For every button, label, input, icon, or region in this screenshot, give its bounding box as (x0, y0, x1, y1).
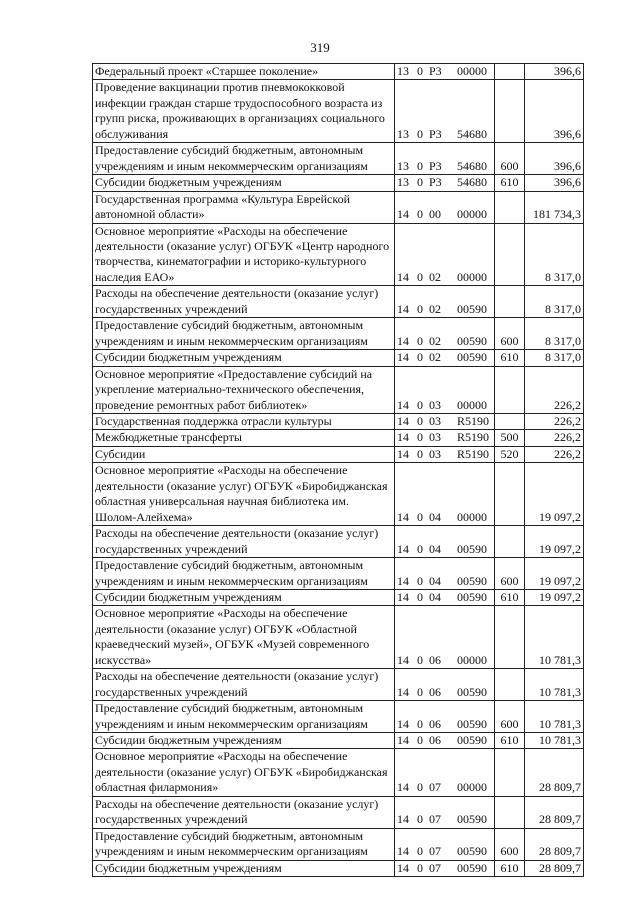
row-code-cell (395, 701, 495, 733)
code-part: 0 (417, 64, 423, 78)
table-row (93, 80, 584, 143)
budget-table-body (93, 64, 584, 877)
row-vr-cell: 610 (495, 175, 525, 191)
code-part: 07 (429, 812, 441, 827)
row-code-cell (395, 589, 495, 605)
code-part: 0 (417, 684, 423, 699)
row-vr-cell (495, 80, 525, 143)
row-name-cell: Расходы на обеспечение деятельности (оказание услуг) государственных учреждений (93, 526, 395, 558)
row-sum-cell: 226,2 (525, 413, 584, 429)
code-part: 00000 (457, 207, 487, 222)
code-part: 14 (397, 541, 409, 556)
code-part: 54680 (457, 175, 487, 190)
row-sum-cell: 226,2 (525, 446, 584, 462)
code-part: 14 (397, 413, 409, 428)
code-part: 0 (417, 446, 423, 461)
row-vr-cell (495, 526, 525, 558)
code-part: 00590 (457, 812, 487, 827)
row-sum-cell: 10 781,3 (525, 606, 584, 669)
code-part: 0 (417, 269, 423, 284)
code-part: 00590 (457, 350, 487, 365)
code-part: 14 (397, 652, 409, 667)
table-row (93, 669, 584, 701)
code-part: 14 (397, 269, 409, 284)
code-part: 0 (417, 333, 423, 348)
code-part: 03 (429, 446, 441, 461)
code-part: 06 (429, 652, 441, 667)
code-part: P3 (429, 126, 442, 141)
row-code-cell (395, 828, 495, 860)
row-vr-cell: 600 (495, 558, 525, 590)
row-sum-cell: 28 809,7 (525, 749, 584, 796)
code-part: 14 (397, 430, 409, 445)
row-name-cell: Федеральный проект «Старшее поколение» (93, 64, 395, 80)
table-row (93, 175, 584, 191)
row-sum-cell: 8 317,0 (525, 223, 584, 286)
row-code-cell (395, 558, 495, 590)
code-part: 04 (429, 589, 441, 604)
code-part: P3 (429, 175, 442, 190)
code-part: 03 (429, 430, 441, 445)
code-part: 00590 (457, 589, 487, 604)
code-part: 03 (429, 397, 441, 412)
row-code-cell (395, 64, 495, 80)
row-name-cell: Предоставление субсидий бюджетным, автономным учреждениям и иным некоммерческим организациям (93, 558, 395, 590)
row-name-cell: Межбюджетные трансферты (93, 430, 395, 446)
row-sum-cell: 226,2 (525, 366, 584, 413)
row-code-cell (395, 860, 495, 876)
row-name-cell: Основное мероприятие «Предоставление субсидий на укрепление материально-технического обеспечения, проведение ремонтных работ библиотек» (93, 366, 395, 413)
row-name-cell: Основное мероприятие «Расходы на обеспечение деятельности (оказание услуг) ОГБУК «Центр народного творчества, кинематографии и историко-культурного наследия ЕАО» (93, 223, 395, 286)
table-row (93, 733, 584, 749)
code-part: 0 (417, 301, 423, 316)
row-name-cell: Основное мероприятие «Расходы на обеспечение деятельности (оказание услуг) ОГБУК «Биробиджанская областная универсальная научная библиотека им. Шолом-Алейхема» (93, 463, 395, 526)
page-number: 319 (310, 40, 330, 55)
row-vr-cell: 610 (495, 860, 525, 876)
code-part: 00590 (457, 733, 487, 748)
row-sum-cell: 19 097,2 (525, 526, 584, 558)
table-row (93, 749, 584, 796)
row-vr-cell (495, 413, 525, 429)
code-part: 0 (417, 589, 423, 604)
row-name-cell: Предоставление субсидий бюджетным, автономным учреждениям и иным некоммерческим организациям (93, 828, 395, 860)
code-part: P3 (429, 158, 442, 173)
row-name-cell: Основное мероприятие «Расходы на обеспечение деятельности (оказание услуг) ОГБУК «Областной краеведческий музей», ОГБУК «Музей современного искусства» (93, 606, 395, 669)
row-code-cell (395, 366, 495, 413)
budget-table (92, 63, 584, 877)
code-part: 04 (429, 541, 441, 556)
row-vr-cell: 610 (495, 733, 525, 749)
table-row (93, 350, 584, 366)
code-part: 0 (417, 413, 423, 428)
row-sum-cell: 8 317,0 (525, 318, 584, 350)
row-vr-cell: 600 (495, 828, 525, 860)
row-sum-cell: 8 317,0 (525, 350, 584, 366)
code-part: 02 (429, 333, 441, 348)
row-code-cell (395, 749, 495, 796)
row-vr-cell: 600 (495, 143, 525, 175)
table-row (93, 796, 584, 828)
code-part: 00000 (457, 780, 487, 795)
code-part: 13 (397, 158, 409, 173)
code-part: 0 (417, 158, 423, 173)
row-sum-cell: 396,6 (525, 64, 584, 80)
code-part: 00590 (457, 844, 487, 859)
table-row (93, 860, 584, 876)
row-code-cell (395, 796, 495, 828)
row-vr-cell (495, 669, 525, 701)
row-code-cell (395, 175, 495, 191)
code-part: 00590 (457, 716, 487, 731)
code-part: 14 (397, 716, 409, 731)
code-part: 14 (397, 333, 409, 348)
table-row (93, 701, 584, 733)
code-part: R5190 (457, 446, 490, 461)
row-vr-cell (495, 64, 525, 80)
code-part: 07 (429, 844, 441, 859)
row-name-cell: Государственная поддержка отрасли культуры (93, 413, 395, 429)
code-part: 14 (397, 301, 409, 316)
code-part: 14 (397, 844, 409, 859)
row-code-cell (395, 413, 495, 429)
row-sum-cell: 19 097,2 (525, 463, 584, 526)
table-row (93, 526, 584, 558)
row-code-cell (395, 318, 495, 350)
code-part: 13 (397, 64, 409, 78)
row-code-cell (395, 430, 495, 446)
code-part: 14 (397, 812, 409, 827)
row-sum-cell: 19 097,2 (525, 589, 584, 605)
code-part: 0 (417, 844, 423, 859)
table-row (93, 286, 584, 318)
code-part: 06 (429, 733, 441, 748)
row-vr-cell: 610 (495, 589, 525, 605)
row-name-cell: Предоставление субсидий бюджетным, автономным учреждениям и иным некоммерческим организациям (93, 701, 395, 733)
row-code-cell (395, 191, 495, 223)
code-part: 00 (429, 207, 441, 222)
table-row (93, 589, 584, 605)
code-part: 00000 (457, 652, 487, 667)
table-row (93, 413, 584, 429)
table-row (93, 366, 584, 413)
code-part: 02 (429, 350, 441, 365)
table-row (93, 223, 584, 286)
code-part: 0 (417, 812, 423, 827)
code-part: 07 (429, 780, 441, 795)
row-sum-cell: 28 809,7 (525, 796, 584, 828)
row-code-cell (395, 463, 495, 526)
code-part: 0 (417, 207, 423, 222)
code-part: 0 (417, 716, 423, 731)
row-vr-cell (495, 606, 525, 669)
row-code-cell (395, 669, 495, 701)
code-part: 03 (429, 413, 441, 428)
code-part: 00000 (457, 397, 487, 412)
row-sum-cell: 396,6 (525, 143, 584, 175)
code-part: 0 (417, 350, 423, 365)
table-row (93, 828, 584, 860)
table-row (93, 463, 584, 526)
code-part: 0 (417, 175, 423, 190)
row-sum-cell: 8 317,0 (525, 286, 584, 318)
code-part: 0 (417, 573, 423, 588)
row-name-cell: Расходы на обеспечение деятельности (оказание услуг) государственных учреждений (93, 796, 395, 828)
code-part: 0 (417, 780, 423, 795)
code-part: 14 (397, 589, 409, 604)
code-part: 00590 (457, 573, 487, 588)
row-code-cell (395, 606, 495, 669)
code-part: 04 (429, 509, 441, 524)
code-part: 14 (397, 509, 409, 524)
row-vr-cell: 600 (495, 701, 525, 733)
code-part: 00590 (457, 684, 487, 699)
table-row (93, 446, 584, 462)
code-part: 14 (397, 860, 409, 875)
table-row (93, 606, 584, 669)
code-part: 0 (417, 509, 423, 524)
row-sum-cell: 10 781,3 (525, 701, 584, 733)
code-part: 00000 (457, 269, 487, 284)
row-name-cell: Субсидии бюджетным учреждениям (93, 733, 395, 749)
row-sum-cell: 28 809,7 (525, 828, 584, 860)
code-part: 06 (429, 716, 441, 731)
row-code-cell (395, 223, 495, 286)
row-sum-cell: 181 734,3 (525, 191, 584, 223)
row-name-cell: Государственная программа «Культура Еврейской автономной области» (93, 191, 395, 223)
code-part: 0 (417, 430, 423, 445)
code-part: 13 (397, 175, 409, 190)
code-part: 0 (417, 860, 423, 875)
row-vr-cell (495, 223, 525, 286)
row-sum-cell: 396,6 (525, 175, 584, 191)
row-name-cell: Основное мероприятие «Расходы на обеспечение деятельности (оказание услуг) ОГБУК «Биробиджанская областная филармония» (93, 749, 395, 796)
code-part: P3 (429, 64, 442, 78)
row-vr-cell (495, 463, 525, 526)
row-name-cell: Субсидии бюджетным учреждениям (93, 860, 395, 876)
code-part: 54680 (457, 158, 487, 173)
table-row (93, 430, 584, 446)
code-part: 0 (417, 126, 423, 141)
code-part: 14 (397, 397, 409, 412)
row-vr-cell: 610 (495, 350, 525, 366)
code-part: 07 (429, 860, 441, 875)
code-part: 14 (397, 350, 409, 365)
code-part: 00000 (457, 509, 487, 524)
code-part: 0 (417, 652, 423, 667)
table-row (93, 318, 584, 350)
row-name-cell: Субсидии бюджетным учреждениям (93, 589, 395, 605)
row-code-cell (395, 526, 495, 558)
row-name-cell: Расходы на обеспечение деятельности (оказание услуг) государственных учреждений (93, 286, 395, 318)
row-name-cell: Предоставление субсидий бюджетным, автономным учреждениям и иным некоммерческим организациям (93, 143, 395, 175)
row-vr-cell (495, 191, 525, 223)
code-part: 13 (397, 126, 409, 141)
code-part: 02 (429, 269, 441, 284)
code-part: 0 (417, 541, 423, 556)
row-vr-cell: 500 (495, 430, 525, 446)
row-name-cell: Субсидии бюджетным учреждениям (93, 175, 395, 191)
code-part: 06 (429, 684, 441, 699)
code-part: 14 (397, 684, 409, 699)
code-part: 04 (429, 573, 441, 588)
row-name-cell: Расходы на обеспечение деятельности (оказание услуг) государственных учреждений (93, 669, 395, 701)
code-part: 54680 (457, 126, 487, 141)
row-code-cell (395, 80, 495, 143)
row-code-cell (395, 143, 495, 175)
row-vr-cell (495, 286, 525, 318)
row-vr-cell (495, 749, 525, 796)
code-part: 14 (397, 733, 409, 748)
row-code-cell (395, 733, 495, 749)
table-row (93, 558, 584, 590)
row-vr-cell: 600 (495, 318, 525, 350)
code-part: 00000 (457, 64, 487, 78)
code-part: 00590 (457, 333, 487, 348)
row-vr-cell: 520 (495, 446, 525, 462)
code-part: 00590 (457, 860, 487, 875)
row-name-cell: Предоставление субсидий бюджетным, автономным учреждениям и иным некоммерческим организациям (93, 318, 395, 350)
row-sum-cell: 396,6 (525, 80, 584, 143)
code-part: R5190 (457, 430, 490, 445)
row-sum-cell: 226,2 (525, 430, 584, 446)
code-part: 14 (397, 446, 409, 461)
table-row (93, 143, 584, 175)
code-part: 14 (397, 573, 409, 588)
row-name-cell: Проведение вакцинации против пневмококковой инфекции граждан старше трудоспособного возраста из групп риска, проживающих в организациях социального обслуживания (93, 80, 395, 143)
code-part: 14 (397, 780, 409, 795)
code-part: 0 (417, 733, 423, 748)
row-code-cell (395, 286, 495, 318)
code-part: R5190 (457, 413, 490, 428)
code-part: 00590 (457, 301, 487, 316)
code-part: 02 (429, 301, 441, 316)
row-sum-cell: 10 781,3 (525, 669, 584, 701)
table-row (93, 64, 584, 80)
row-sum-cell: 10 781,3 (525, 733, 584, 749)
code-part: 00590 (457, 541, 487, 556)
code-part: 0 (417, 397, 423, 412)
row-code-cell (395, 350, 495, 366)
row-name-cell: Субсидии (93, 446, 395, 462)
row-sum-cell: 19 097,2 (525, 558, 584, 590)
table-row (93, 191, 584, 223)
row-sum-cell: 28 809,7 (525, 860, 584, 876)
row-code-cell (395, 446, 495, 462)
row-name-cell: Субсидии бюджетным учреждениям (93, 350, 395, 366)
row-vr-cell (495, 366, 525, 413)
code-part: 14 (397, 207, 409, 222)
row-vr-cell (495, 796, 525, 828)
